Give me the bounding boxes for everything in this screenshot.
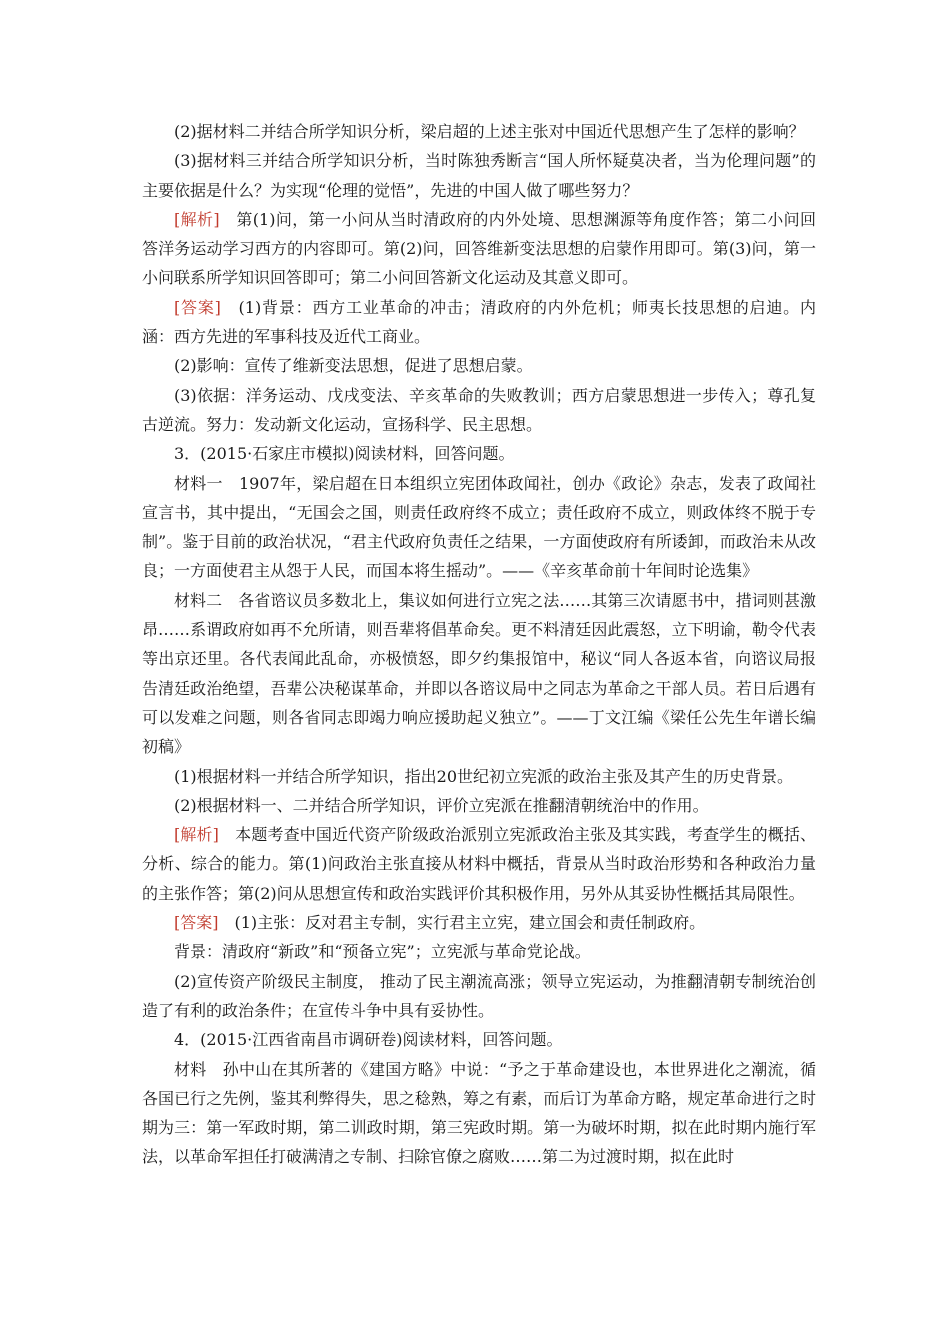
paragraph-text: 3．(2015·石家庄市模拟)阅读材料，回答问题。 [174, 444, 515, 464]
paragraph-text: 材料二 各省谘议员多数北上，集议如何进行立宪之法……其第三次请愿书中，措词则甚激昂……系谓政府如再不允所请，则吾辈将倡革命矣。更不料清廷因此震怒，立下明谕，勒令代表等出京还里。各代表闻此乱命，亦极愤怒，即夕约集报馆中，秘议“同人各返本省，向谘议局报告清廷政治绝望，吾辈公决秘谋革命，并即以各谘议局中之同志为革命之干部人员。若日后遇有可以发难之问题，则各省同志即竭力响应援助起义独立”。——丁文江编《梁任公先生年谱长编初稿》 [142, 590, 816, 757]
paragraph [142, 293, 816, 352]
paragraph [142, 146, 816, 205]
answer-tag: [答案] [174, 297, 221, 317]
paragraph-text: 材料 孙中山在其所著的《建国方略》中说：“予之于革命建设也，本世界进化之潮流，循各国已行之先例，鉴其利弊得失，思之稔熟，筹之有素，而后订为革命方略，规定革命进行之时期为三：第一军政时期，第二训政时期，第三宪政时期。第一为破坏时期，拟在此时期内施行军法，以革命军担任打破满清之专制、扫除官僚之腐败……第二为过渡时期，拟在此时 [142, 1059, 816, 1167]
paragraph-text: (2)影响：宣传了维新变法思想，促进了思想启蒙。 [174, 356, 533, 376]
paragraph-text: (3)据材料三并结合所学知识分析，当时陈独秀断言“国人所怀疑莫决者，当为伦理问题”的主要依据是什么？为实现“伦理的觉悟”，先进的中国人做了哪些努力？ [142, 151, 816, 200]
paragraph-text: (2)根据材料一、二并结合所学知识，评价立宪派在推翻清朝统治中的作用。 [174, 795, 709, 815]
paragraph-text: (1)主张：反对君主专制，实行君主立宪，建立国会和责任制政府。 [218, 913, 706, 933]
paragraph [142, 908, 816, 937]
paragraph-text: 材料一 1907年，梁启超在日本组织立宪团体政闻社，创办《政论》杂志，发表了政闻社宣言书，其中提出，“无国会之国，则责任政府终不成立；责任政府不成立，则政体终不脱于专制”。鉴于目前的政治状况，“君主代政府负责任之结果，一方面使政府有所诿卸，而政治未从改良；一方面使君主从怨于人民，而国本将生摇动”。——《辛亥革命前十年间时论选集》 [142, 473, 816, 581]
paragraph-text: (1)背景：西方工业革命的冲击；清政府的内外危机；师夷长技思想的启迪。内涵：西方先进的军事科技及近代工商业。 [142, 297, 816, 347]
analysis-tag: [解析] [174, 209, 220, 229]
paragraph [142, 762, 816, 791]
material-paragraph [142, 586, 816, 762]
paragraph-text: 第(1)问，第一小问从当时清政府的内外处境、思想渊源等角度作答；第二小问回答洋务运动学习西方的内容即可。第(2)问，回答维新变法思想的启蒙作用即可。第(3)问，第一小问联系所学知识回答即可；第二小问回答新文化运动及其意义即可。 [142, 209, 816, 288]
paragraph [142, 381, 816, 440]
paragraph [142, 117, 816, 146]
paragraph [142, 820, 816, 908]
paragraph-text: 4．(2015·江西省南昌市调研卷)阅读材料，回答问题。 [174, 1030, 563, 1050]
paragraph-text: (1)根据材料一并结合所学知识，指出20世纪初立宪派的政治主张及其产生的历史背景。 [174, 766, 794, 786]
paragraph-text: (3)依据：洋务运动、戊戌变法、辛亥革命的失败教训；西方启蒙思想进一步传入；尊孔复古逆流。努力：发动新文化运动，宣扬科学、民主思想。 [142, 385, 816, 434]
material-paragraph [142, 1055, 816, 1172]
paragraph-text: 背景：清政府“新政”和“预备立宪”；立宪派与革命党论战。 [174, 942, 591, 962]
material-paragraph [142, 469, 816, 586]
analysis-tag: [解析] [174, 825, 219, 845]
document-page [142, 117, 816, 1172]
paragraph [142, 937, 816, 966]
paragraph-text: (2)宣传资产阶级民主制度， 推动了民主潮流高涨；领导立宪运动，为推翻清朝专制统治创造了有利的政治条件；在宣传斗争中具有妥协性。 [142, 971, 816, 1020]
paragraph-text: 本题考查中国近代资产阶级政治派别立宪派政治主张及其实践，考查学生的概括、分析、综合的能力。第(1)问政治主张直接从材料中概括，背景从当时政治形势和各种政治力量的主张作答；第(2)问从思想宣传和政治实践评价其积极作用，另外从其妥协性概括其局限性。 [142, 825, 816, 903]
paragraph [142, 967, 816, 1026]
paragraph [142, 351, 816, 380]
answer-tag: [答案] [174, 913, 219, 933]
paragraph [142, 791, 816, 820]
question-heading [142, 1025, 816, 1054]
paragraph-text: (2)据材料二并结合所学知识分析，梁启超的上述主张对中国近代思想产生了怎样的影响？ [174, 122, 805, 141]
paragraph [142, 205, 816, 293]
question-heading [142, 439, 816, 468]
